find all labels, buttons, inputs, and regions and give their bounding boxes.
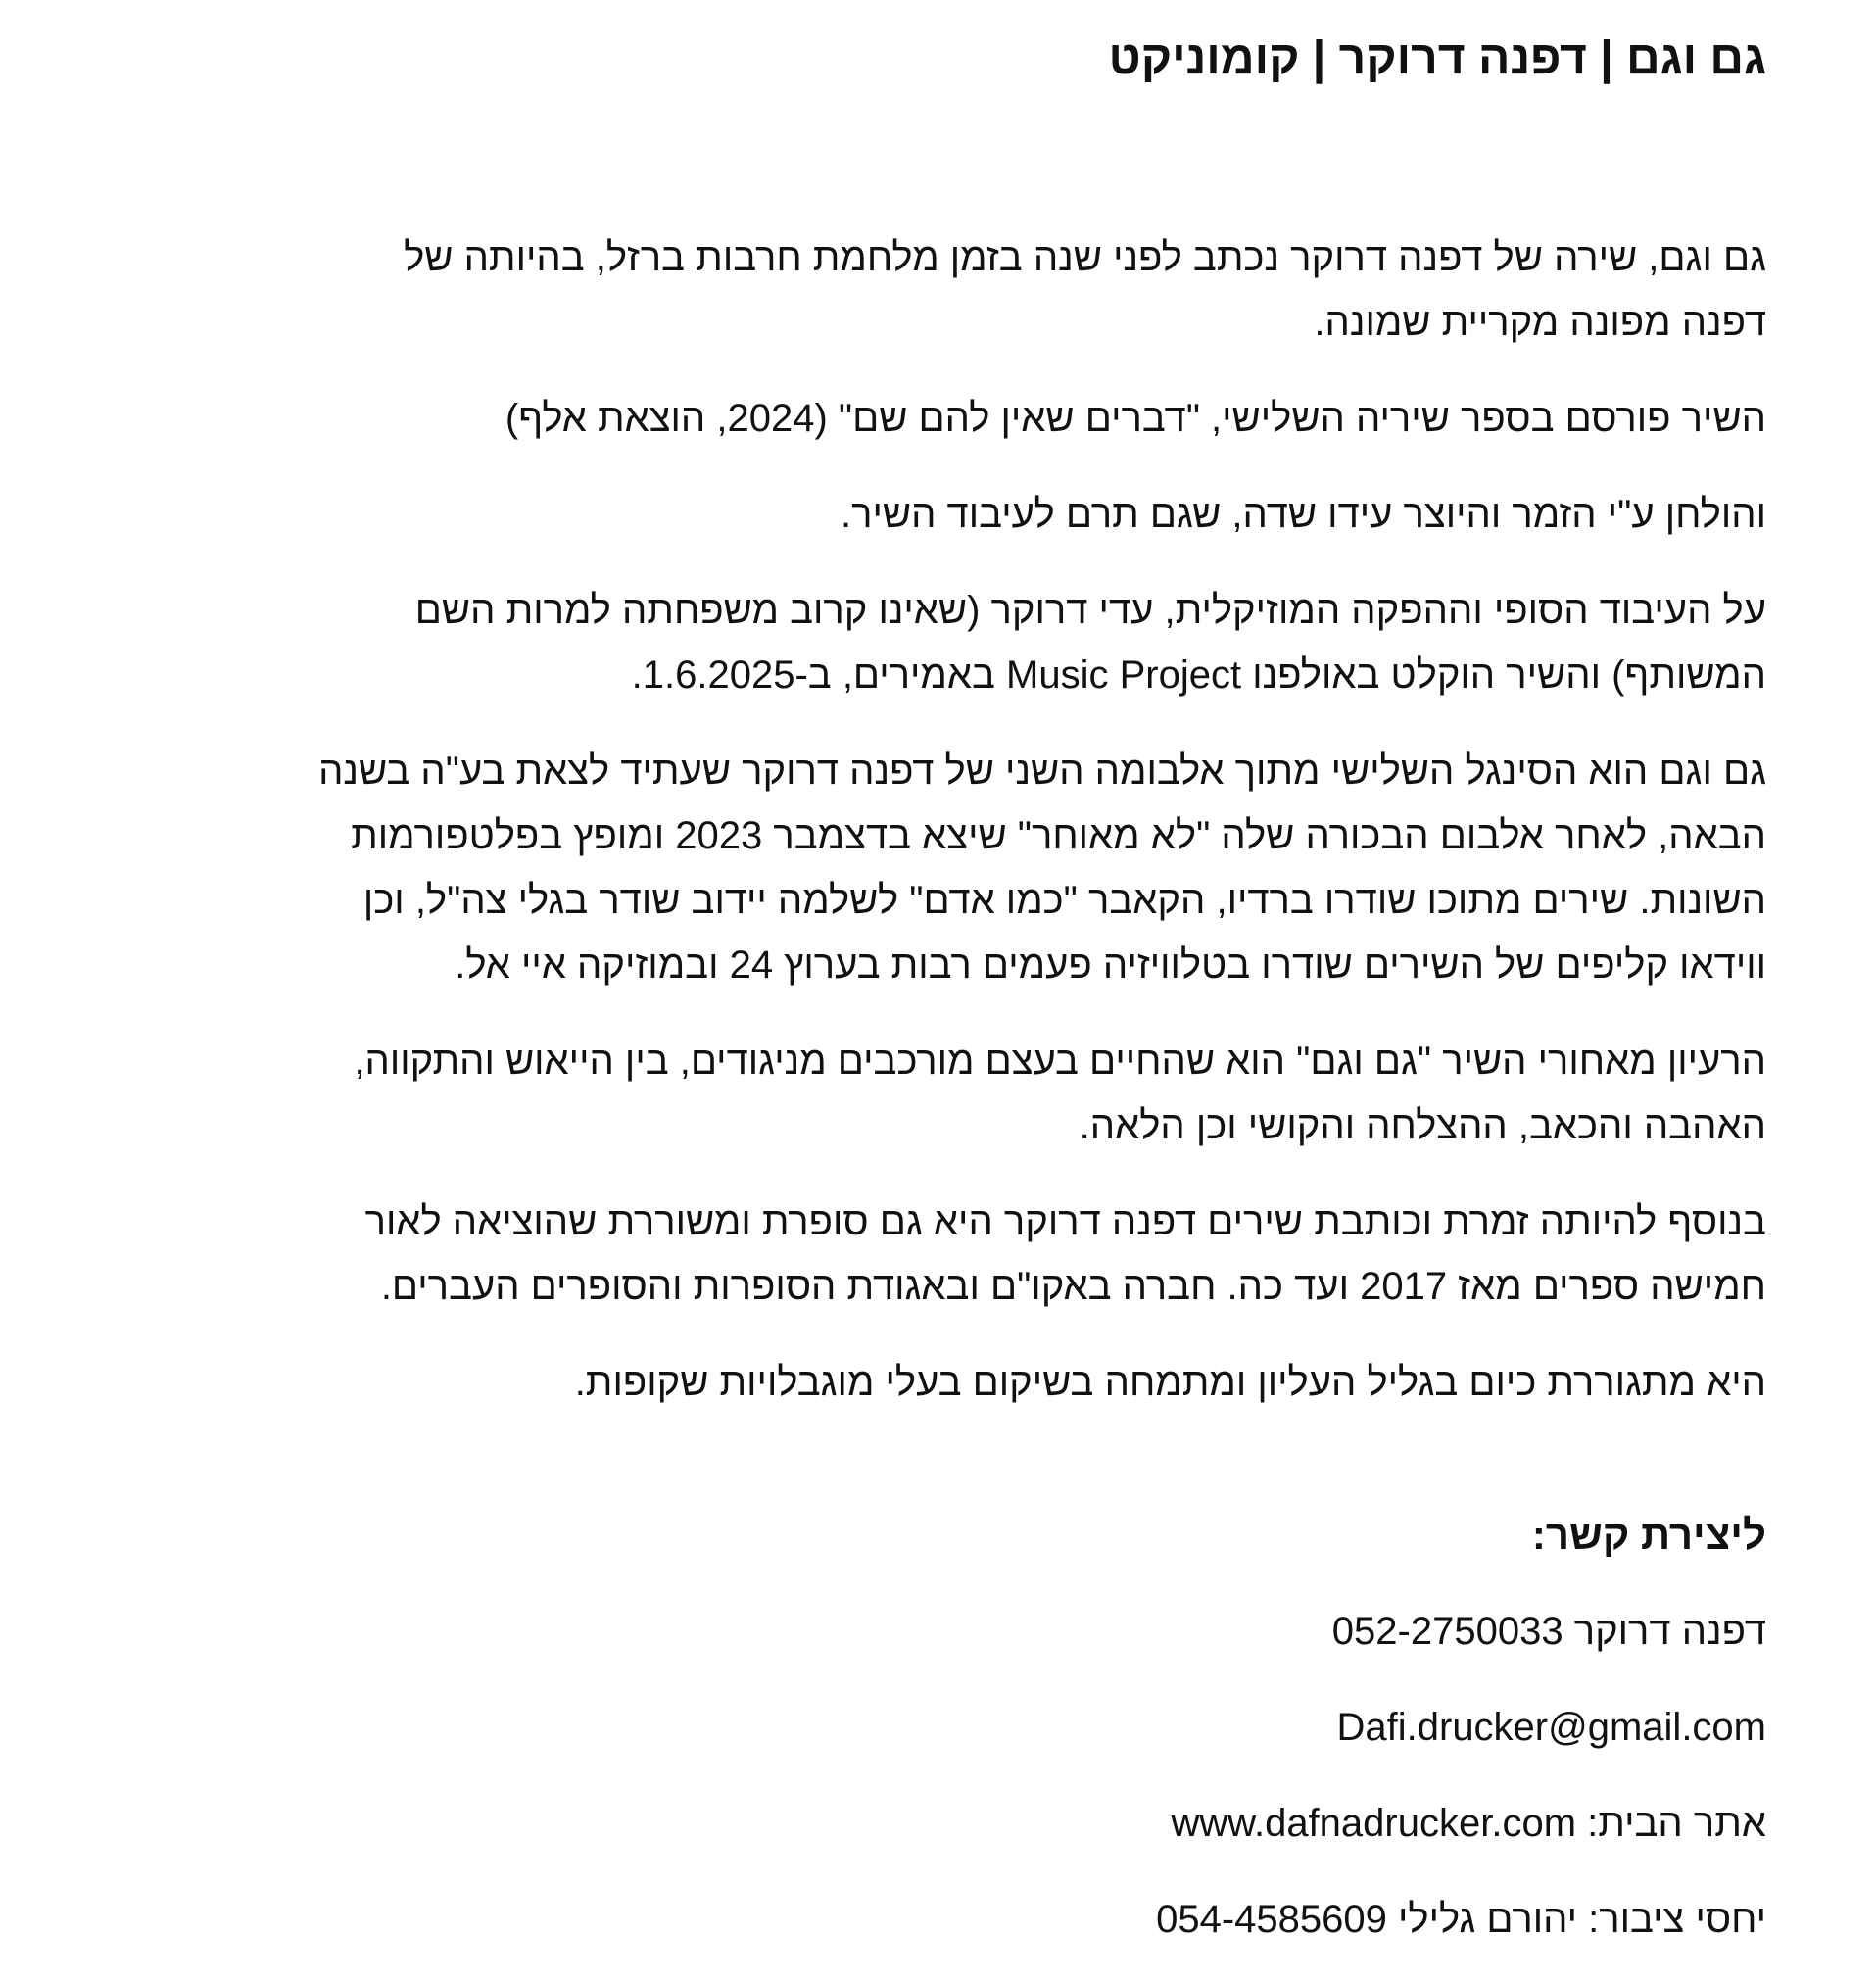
paragraph-line: והולחן ע"י הזמר והיוצר עידו שדה, שגם תרם לעיבוד השיר. [841,493,1766,536]
contact-name: דפנה דרוקר [1573,1610,1766,1653]
paragraph-line: היא מתגוררת כיום בגליל העליון ומתמחה בשיקום בעלי מוגבלויות שקופות. [574,1361,1766,1404]
press-release-body [101,225,1766,1446]
paragraph-composer [101,482,1766,547]
contact-email-link[interactable]: Dafi.drucker@gmail.com [1336,1706,1766,1749]
page-title: גם וגם | דפנה דרוקר | קומוניקט [1108,32,1766,84]
paragraph-line: האהבה והכאב, ההצלחה והקושי וכן הלאה. [1079,1104,1766,1147]
pr-phone[interactable]: 054-4585609 [1156,1898,1387,1941]
website-label: אתר הבית: [1587,1802,1766,1845]
website-link[interactable]: www.dafnadrucker.com [1171,1802,1577,1845]
paragraph-line: ווידאו קליפים של השירים שודרו בטלוויזיה פעמים רבות בערוץ 24 ובמוזיקה איי אל. [455,944,1766,987]
paragraph-line: בנוסף להיותה זמרת וכותבת שירים דפנה דרוקר היא גם סופרת ומשוררת שהוציאה לאור [364,1200,1766,1243]
paragraph-production [101,578,1766,707]
contact-heading: ליצירת קשר: [1531,1512,1766,1558]
paragraph-idea [101,1029,1766,1158]
paragraph-line: על העיבוד הסופי וההפקה המוזיקלית, עדי דרוקר (שאינו קרוב משפחתה למרות השם [414,589,1766,632]
paragraph-author [101,1189,1766,1319]
paragraph-album [101,739,1766,997]
pr-label: יחסי ציבור: [1588,1898,1766,1941]
paragraph-line: הרעיון מאחורי השיר "גם וגם" הוא שהחיים בעצם מורכבים מניגודים, בין הייאוש והתקווה, [354,1040,1766,1083]
pr-name: יהורם גלילי [1398,1898,1578,1941]
contact-section [591,1504,1766,1984]
paragraph-intro [101,225,1766,355]
paragraph-line: חמישה ספרים מאז 2017 ועד כה. חברה באקו"ם ובאגודת הסופרות והסופרים העברים. [380,1265,1766,1308]
contact-phone[interactable]: 052-2750033 [1331,1610,1563,1653]
contact-row-pr [591,1888,1766,1951]
paragraph-residence [101,1350,1766,1415]
paragraph-line: גם וגם, שירה של דפנה דרוקר נכתב לפני שנה בזמן מלחמת חרבות ברזל, בהיותה של [404,236,1766,279]
paragraph-line: השיר פורסם בספר שיריה השלישי, "דברים שאין להם שם" (2024, הוצאת אלף) [505,397,1766,440]
paragraph-line: השונות. שירים מתוכו שודרו ברדיו, הקאבר "כמו אדם" לשלמה יידוב שודר בגלי צה"ל, וכן [362,879,1766,922]
paragraph-line: דפנה מפונה מקריית שמונה. [1314,301,1766,344]
paragraph-line: הבאה, לאחר אלבום הבכורה שלה "לא מאוחר" שיצא בדצמבר 2023 ומופץ בפלטפורמות [351,814,1766,857]
paragraph-book [101,386,1766,451]
contact-row-website [591,1792,1766,1855]
contact-row-email [591,1696,1766,1759]
paragraph-line: גם וגם הוא הסינגל השלישי מתוך אלבומה השני של דפנה דרוקר שעתיד לצאת בע"ה בשנה [318,750,1766,793]
contact-row-artist [591,1600,1766,1663]
paragraph-line: המשותף) והשיר הוקלט באולפנו Music Project באמירים, ב-1.6.2025. [631,653,1766,697]
